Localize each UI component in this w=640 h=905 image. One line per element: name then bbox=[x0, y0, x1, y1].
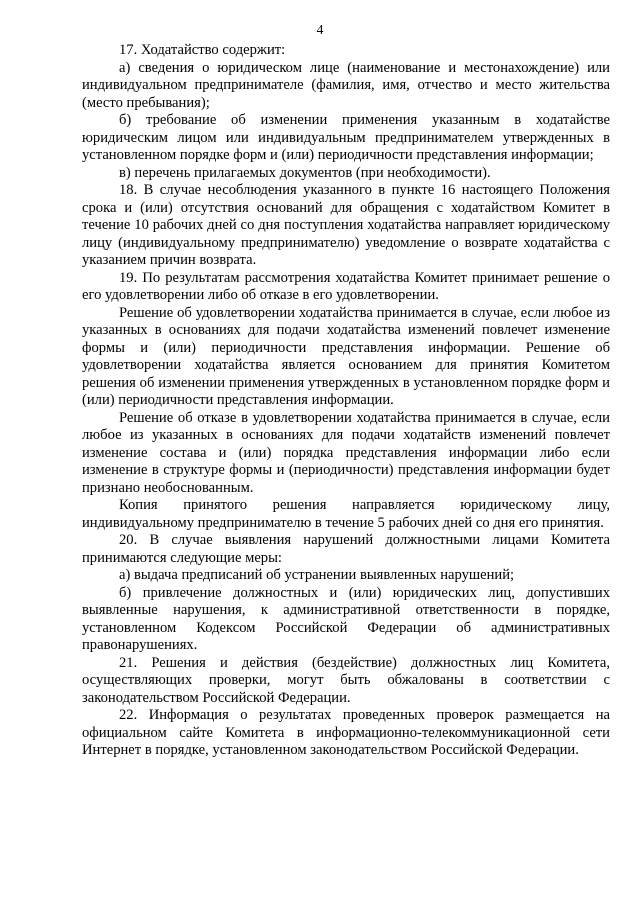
paragraph-22: 22. Информация о результатах проведенных проверок размещается на официальном сайте Комитета в информационно-телекоммуникационной сети Интернет в порядке, установленном законодательством Российской Федерации. bbox=[82, 707, 610, 758]
paragraph-20-b: б) привлечение должностных и (или) юридических лиц, допустивших выявленные нарушения, к административной ответственности в порядке, установленном Кодексом Российской Федерации об административных правонарушениях. bbox=[82, 584, 610, 653]
paragraph-18: 18. В случае несоблюдения указанного в пункте 16 настоящего Положения срока и (или) отсутствия оснований для обращения с ходатайством Комитет в течение 10 рабочих дней со дня поступления ходатайства направляет юридическому лицу (индивидуальному предпринимателю) уведомление о возврате ходатайства с указанием причин возврата. bbox=[82, 182, 610, 268]
paragraph-19-approval: Решение об удовлетворении ходатайства принимается в случае, если любое из указанных в основаниях для подачи ходатайства изменений повлечет изменение формы и (или) периодичности представления информации. Решение об удовлетворении ходатайства является основанием для принятия Комитетом решения об изменении применения утвержденных в установленном порядке форм и (или) периодичности представления информации. bbox=[82, 304, 610, 408]
paragraph-19: 19. По результатам рассмотрения ходатайства Комитет принимает решение о его удовлетворении либо об отказе в его удовлетворении. bbox=[82, 269, 610, 303]
paragraph-19-refusal: Решение об отказе в удовлетворении ходатайства принимается в случае, если любое из указанных в основаниях для подачи ходатайств изменений повлечет изменение состава и (или) порядка представления информации либо если изменение в структуре формы и (периодичности) представления информации будет признано необоснованным. bbox=[82, 409, 610, 496]
paragraph-17-heading: 17. Ходатайство содержит: bbox=[119, 42, 286, 58]
paragraph-17-a: а) сведения о юридическом лице (наименование и местонахождение) или индивидуальном предпринимателе (фамилия, имя, отчество и место жительства (место пребывания); bbox=[82, 59, 610, 111]
paragraph-19-copy: Копия принятого решения направляется юридическому лицу, индивидуальному предпринимателю в течение 5 рабочих дней со дня его принятия. bbox=[82, 497, 610, 531]
paragraph-20: 20. В случае выявления нарушений должностными лицами Комитета принимаются следующие меры: bbox=[82, 532, 610, 566]
paragraph-21: 21. Решения и действия (бездействие) должностных лиц Комитета, осуществляющих проверки, могут быть обжалованы в соответствии с законодательством Российской Федерации. bbox=[82, 654, 610, 706]
paragraph-17-b: б) требование об изменении применения указанным в ходатайстве юридическим лицом или индивидуальным предпринимателем утвержденных в установленном порядке форм и (или) периодичности представления информации; bbox=[82, 112, 610, 163]
paragraph-20-a: а) выдача предписаний об устранении выявленных нарушений; bbox=[119, 567, 515, 583]
paragraph-17-c: в) перечень прилагаемых документов (при необходимости). bbox=[119, 164, 491, 181]
document-body bbox=[82, 42, 610, 760]
page-number: 4 bbox=[316, 22, 324, 37]
